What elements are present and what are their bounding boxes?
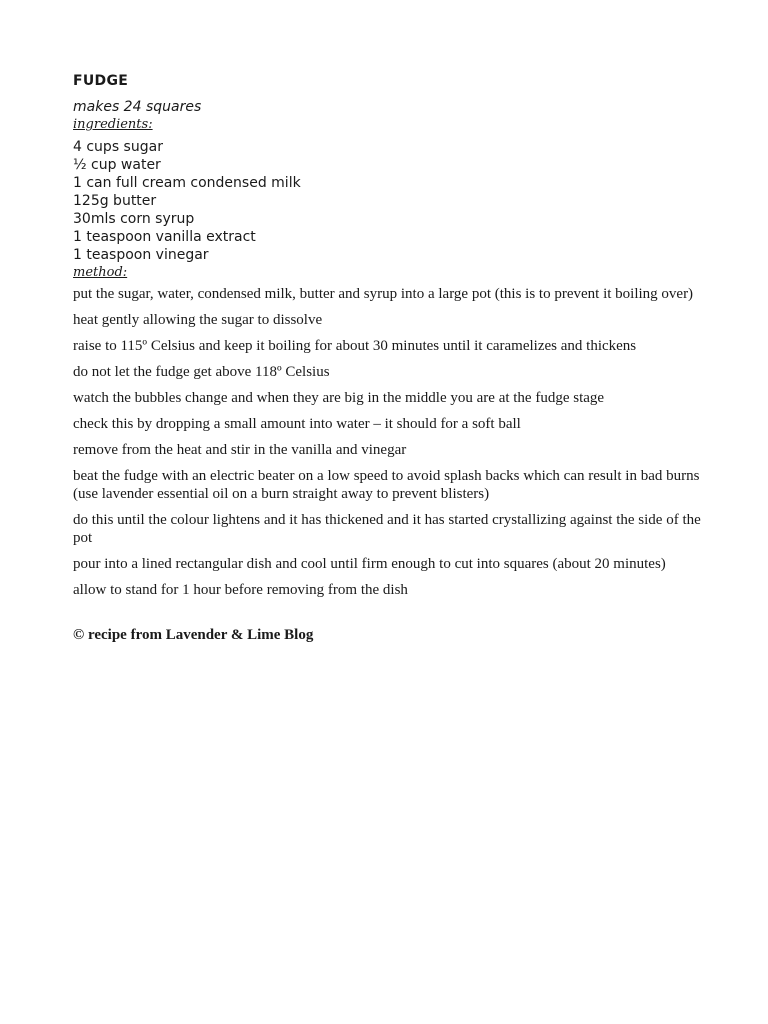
recipe-credit: © recipe from Lavender & Lime Blog	[73, 627, 314, 643]
method-step: check this by dropping a small amount into water – it should for a soft ball	[73, 416, 521, 432]
recipe-title: FUDGE	[73, 73, 129, 89]
method-step: do not let the fudge get above 118º Celsius	[73, 364, 330, 380]
method-step: watch the bubbles change and when they are big in the middle you are at the fudge stage	[73, 390, 605, 406]
method-step: beat the fudge with an electric beater on a low speed to avoid splash backs which can result in bad burns (use lavender essential oil on a burn straight away to prevent blisters)	[73, 468, 700, 502]
method-label: method:	[73, 265, 128, 280]
ingredient-item: 125g butter	[73, 193, 157, 209]
method-step: heat gently allowing the sugar to dissolve	[73, 312, 323, 328]
ingredients-label: ingredients:	[73, 117, 153, 132]
ingredient-item: ½ cup water	[73, 157, 161, 173]
ingredient-item: 1 can full cream condensed milk	[73, 175, 301, 191]
method-step: allow to stand for 1 hour before removing from the dish	[73, 582, 408, 598]
method-list	[73, 285, 713, 599]
ingredient-item: 4 cups sugar	[73, 139, 163, 155]
method-step: raise to 115º Celsius and keep it boiling for about 30 minutes until it caramelizes and thickens	[73, 338, 637, 354]
method-step: pour into a lined rectangular dish and cool until firm enough to cut into squares (about 20 minutes)	[73, 556, 666, 572]
method-step: put the sugar, water, condensed milk, butter and syrup into a large pot (this is to prevent it boiling over)	[73, 286, 694, 302]
recipe-yield: makes 24 squares	[73, 99, 202, 115]
ingredient-item: 30mls corn syrup	[73, 211, 195, 227]
ingredient-item: 1 teaspoon vinegar	[73, 247, 209, 263]
ingredients-list	[73, 138, 713, 264]
method-step: do this until the colour lightens and it has thickened and it has started crystallizing against the side of the pot	[73, 512, 701, 546]
ingredient-item: 1 teaspoon vanilla extract	[73, 229, 256, 245]
method-step: remove from the heat and stir in the vanilla and vinegar	[73, 442, 407, 458]
recipe-page	[73, 72, 713, 644]
